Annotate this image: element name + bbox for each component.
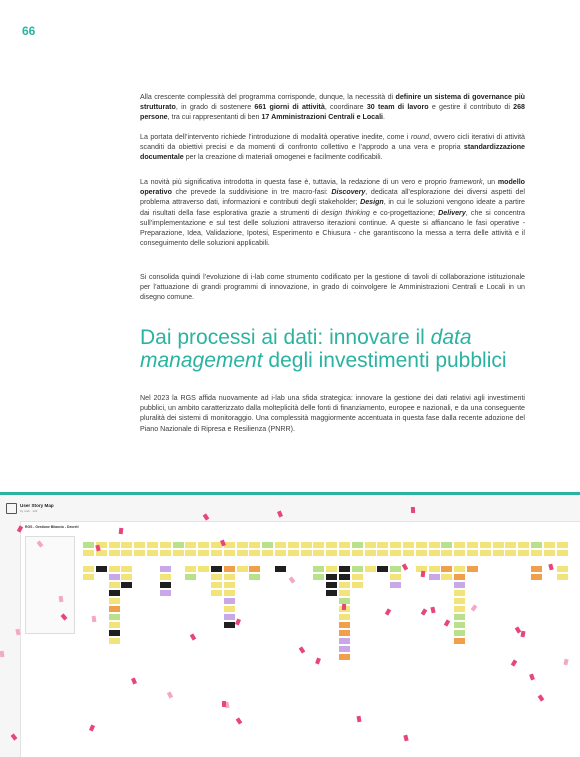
sticky-note [173, 542, 184, 548]
board-legend [25, 536, 75, 634]
sticky-note [211, 566, 222, 572]
sticky-note [429, 566, 440, 572]
sticky-note [313, 550, 324, 556]
paragraph-rgs: Nel 2023 la RGS affida nuovamente ad i-lab una sfida strategica: innovare la gestione dei dati relativi agli investimenti pubblici, un ambito caratterizzato dalla molteplicità delle fonti di finanziamento, europee e nazionali, e da una conseguente pluralità dei sistemi di monitoraggio. Una complessità maggiormente accentuata in questa fase dalla recente adozione del Piano Nazionale di Ripresa e Resilienza (PNRR). [140, 394, 525, 433]
sticky-note [109, 550, 120, 556]
sticky-note [83, 550, 94, 556]
sticky-note [326, 574, 337, 580]
sticky-note [134, 550, 145, 556]
sticky-note [109, 598, 120, 604]
sticky-note [121, 550, 132, 556]
sticky-note [429, 542, 440, 548]
sticky-note [339, 630, 350, 636]
paragraph-governance: Alla crescente complessità del programma corrisponde, dunque, la necessità di definire un sistema di governance più strutturato, in grado di sostenere 661 giorni di attività, coordinare 30 team di lavoro e gestire il contributo di 268 persone, tra cui rappresentanti di ben 17 Amministrazioni Centrali e Locali. [140, 93, 526, 122]
sticky-note [147, 542, 158, 548]
sticky-note [109, 574, 120, 580]
confetti-piece [222, 701, 226, 707]
sticky-note [339, 590, 350, 596]
sticky-note [531, 574, 542, 580]
sticky-note [390, 550, 401, 556]
sticky-note [493, 542, 504, 548]
sticky-note [160, 582, 171, 588]
confetti-piece [411, 507, 415, 513]
sticky-note [339, 654, 350, 660]
sticky-note [109, 606, 120, 612]
sticky-note [249, 574, 260, 580]
sticky-note [390, 542, 401, 548]
sticky-note [480, 542, 491, 548]
sticky-note [454, 598, 465, 604]
sticky-note [185, 550, 196, 556]
sticky-note [454, 606, 465, 612]
sticky-note [365, 542, 376, 548]
sticky-note [403, 542, 414, 548]
sticky-note [109, 638, 120, 644]
sticky-note [109, 566, 120, 572]
sticky-note [352, 550, 363, 556]
confetti-piece [342, 604, 346, 610]
confetti-piece [92, 616, 97, 622]
sticky-note [377, 550, 388, 556]
sticky-note [339, 622, 350, 628]
sticky-note [544, 542, 555, 548]
sticky-note [454, 630, 465, 636]
sticky-note [339, 574, 350, 580]
sticky-note [365, 566, 376, 572]
paragraph-round: La portata dell’intervento richiede l’introduzione di modalità operative inedite, come i round, ovvero cicli iterativi di attività scanditi da obiettivi precisi e da momenti di confronto collettivo e l’approdo a una vera e propria standardizzazione documentale per la creazione di materiali omogenei e facilmente codificabili. [140, 133, 525, 162]
sticky-note [454, 574, 465, 580]
sticky-note [109, 590, 120, 596]
sticky-note [531, 550, 542, 556]
story-map-screenshot [0, 492, 580, 757]
sticky-note [211, 574, 222, 580]
sticky-note [185, 542, 196, 548]
sticky-note [224, 622, 235, 628]
sticky-note [83, 566, 94, 572]
sticky-note [531, 566, 542, 572]
sticky-note [467, 542, 478, 548]
sticky-note [429, 550, 440, 556]
sticky-note [211, 582, 222, 588]
sticky-note [416, 542, 427, 548]
confetti-piece [357, 716, 362, 723]
sticky-note [275, 542, 286, 548]
sticky-note [224, 574, 235, 580]
sticky-note [454, 614, 465, 620]
sticky-note [352, 582, 363, 588]
sticky-note [249, 566, 260, 572]
sticky-note [224, 614, 235, 620]
sticky-note [377, 542, 388, 548]
sticky-note [224, 590, 235, 596]
sticky-note [518, 542, 529, 548]
story-map-board [20, 521, 580, 757]
sticky-note [454, 566, 465, 572]
sticky-note [557, 542, 568, 548]
sticky-note [249, 542, 260, 548]
sticky-note [275, 566, 286, 572]
sticky-note [160, 566, 171, 572]
sticky-note [557, 566, 568, 572]
sticky-note [147, 550, 158, 556]
sticky-note [109, 622, 120, 628]
confetti-piece [421, 571, 426, 577]
sticky-note [185, 566, 196, 572]
sticky-note [390, 574, 401, 580]
sticky-note [262, 542, 273, 548]
sticky-note [313, 542, 324, 548]
sticky-note [173, 550, 184, 556]
sticky-note [339, 638, 350, 644]
sticky-note [531, 542, 542, 548]
sticky-note [109, 582, 120, 588]
sticky-note [429, 574, 440, 580]
sticky-note [109, 614, 120, 620]
sticky-note [198, 542, 209, 548]
sticky-note [505, 550, 516, 556]
sticky-note [454, 638, 465, 644]
sticky-note [121, 542, 132, 548]
sticky-note [160, 574, 171, 580]
sticky-note [339, 582, 350, 588]
sticky-note [441, 550, 452, 556]
sticky-note [224, 598, 235, 604]
sticky-note [198, 550, 209, 556]
sticky-note [352, 542, 363, 548]
sticky-note [454, 622, 465, 628]
sticky-note [352, 566, 363, 572]
sticky-note [121, 582, 132, 588]
sticky-note [224, 582, 235, 588]
sticky-note [467, 550, 478, 556]
sticky-note [121, 574, 132, 580]
sticky-note [518, 550, 529, 556]
sticky-note [454, 582, 465, 588]
sticky-note [237, 566, 248, 572]
sticky-note [441, 566, 452, 572]
sticky-note [211, 550, 222, 556]
sticky-note [339, 550, 350, 556]
section-title: Dai processi ai dati: innovare il data management degli investimenti pubblici [140, 326, 507, 372]
sticky-note [224, 550, 235, 556]
sticky-note [505, 542, 516, 548]
sticky-note [326, 566, 337, 572]
confetti-piece [203, 513, 210, 520]
sticky-note [160, 550, 171, 556]
sticky-note [83, 574, 94, 580]
confetti-piece [277, 510, 283, 517]
sticky-note [377, 566, 388, 572]
sticky-note [96, 566, 107, 572]
sticky-note [352, 574, 363, 580]
sticky-note [454, 542, 465, 548]
story-map-subtitle: by i-lab · 123 [20, 509, 38, 513]
sticky-note [109, 630, 120, 636]
sticky-note [288, 550, 299, 556]
sticky-note [262, 550, 273, 556]
map-logo-icon [6, 503, 17, 514]
sticky-note [454, 550, 465, 556]
page-number: 66 [22, 24, 36, 38]
confetti-piece [11, 733, 18, 740]
sticky-note [109, 542, 120, 548]
sticky-note [441, 574, 452, 580]
sticky-note [313, 574, 324, 580]
sticky-note [326, 590, 337, 596]
sticky-note [441, 542, 452, 548]
sticky-note [160, 590, 171, 596]
confetti-piece [59, 596, 64, 603]
sticky-note [390, 582, 401, 588]
sticky-note [301, 550, 312, 556]
sticky-note [211, 590, 222, 596]
sticky-note [224, 566, 235, 572]
sticky-note [160, 542, 171, 548]
sticky-note [83, 542, 94, 548]
sticky-note [493, 550, 504, 556]
sticky-note [557, 550, 568, 556]
sticky-note [275, 550, 286, 556]
sticky-note [326, 582, 337, 588]
sticky-note [480, 550, 491, 556]
sticky-note [185, 574, 196, 580]
confetti-piece [119, 528, 124, 534]
sticky-note [326, 542, 337, 548]
sticky-note [544, 550, 555, 556]
sticky-note [339, 646, 350, 652]
paragraph-ilab: Si consolida quindi l’evoluzione di i-lab come strumento codificato per la gestione di tavoli di collaborazione istituzionale per l’attuazione di grandi programmi di innovazione, in grado di coinvolgere le Amministrazioni Centrali e Locali in un disegno comune. [140, 273, 525, 302]
sticky-note [339, 542, 350, 548]
confetti-piece [0, 651, 4, 657]
sticky-note [403, 550, 414, 556]
sticky-note [237, 542, 248, 548]
sticky-note [237, 550, 248, 556]
sticky-note [339, 566, 350, 572]
sticky-note [198, 566, 209, 572]
sticky-note [390, 566, 401, 572]
board-title: RGS - Gestione Bilancio - Decreti [25, 525, 79, 529]
sticky-note [249, 550, 260, 556]
paragraph-framework: La novità più significativa introdotta in questa fase è, tuttavia, la redazione di un vero e proprio framework, un modello operativo che prevede la suddivisione in tre macro-fasi: Discovery, dedicata all’esplorazione dei diversi aspetti del problema attraverso dati, informazioni e contributi degli stakeholder; Design, in cui le soluzioni vengono ideate a partire dai risultati della fase esplorativa grazie a strumenti di design thinking e co-progettazione; Delivery, che si concentra sull’implementazione e sul test delle soluzioni attraverso iterazioni continue. A queste si affiancano le fasi operative - Preparazione, Idea, Validazione, Ipotesi, Esperimento e Chiusura - che garantiscono la messa a terra delle attività e il conseguimento delle soluzioni applicabili. [140, 178, 526, 248]
story-map-title: User Story Map [20, 503, 54, 508]
sticky-note [134, 542, 145, 548]
sticky-note [454, 590, 465, 596]
sticky-note [557, 574, 568, 580]
sticky-note [365, 550, 376, 556]
sticky-note [301, 542, 312, 548]
sticky-note [326, 550, 337, 556]
sticky-note [224, 606, 235, 612]
sticky-note [416, 550, 427, 556]
sticky-note [288, 542, 299, 548]
sticky-note [467, 566, 478, 572]
sticky-note [313, 566, 324, 572]
sticky-note [121, 566, 132, 572]
sticky-note [339, 614, 350, 620]
